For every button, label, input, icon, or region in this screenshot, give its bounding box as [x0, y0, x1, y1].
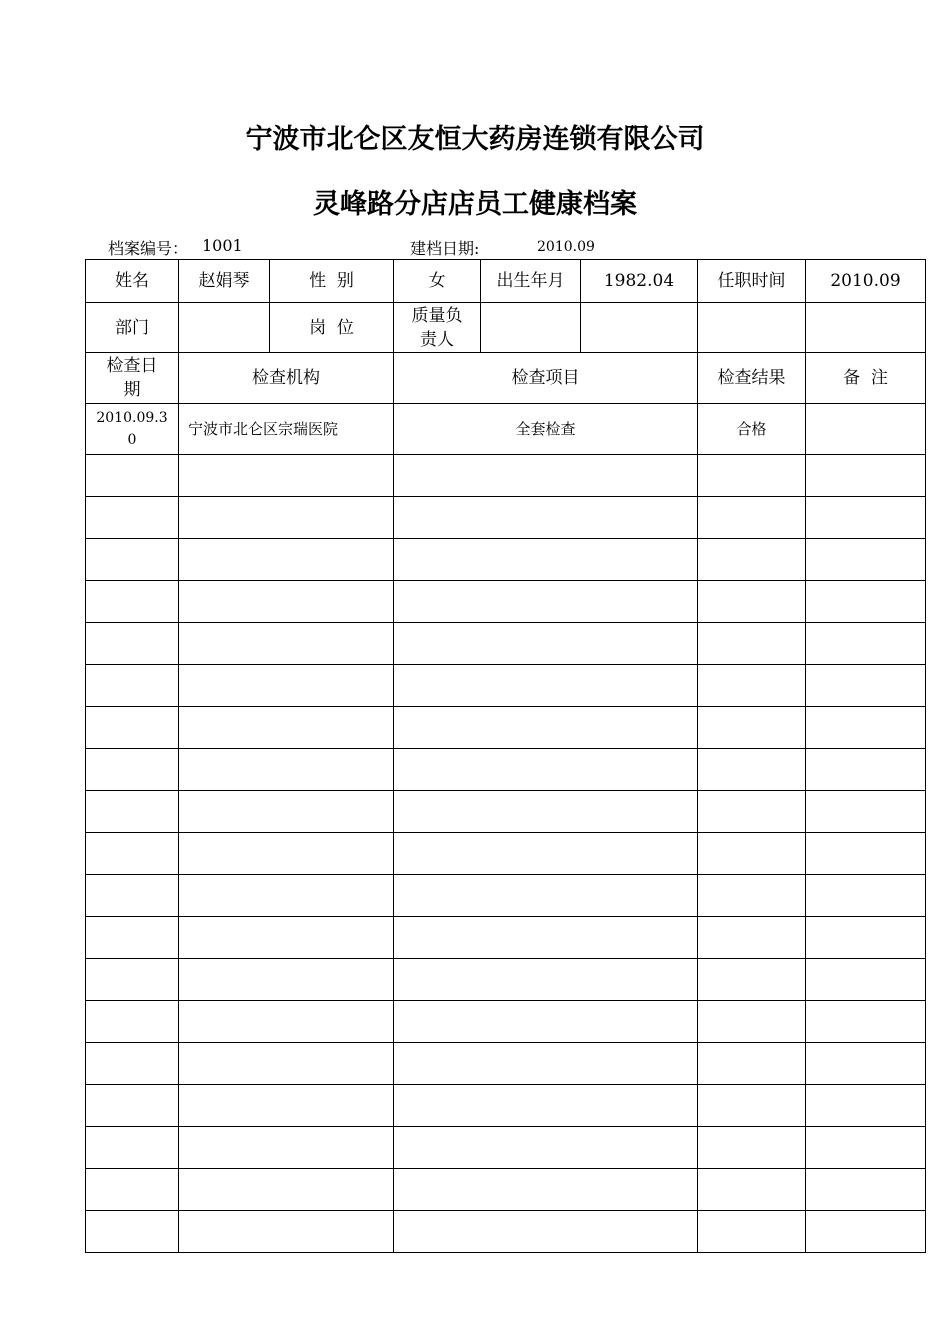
empty-cell: [698, 749, 806, 791]
empty-cell: [394, 455, 698, 497]
hire-value: 2010.09: [806, 260, 926, 303]
empty-cell: [806, 539, 926, 581]
empty-cell: [179, 497, 394, 539]
empty-cell: [698, 707, 806, 749]
post-label: 岗 位: [270, 303, 394, 353]
empty-cell: [86, 1085, 179, 1127]
empty-cell: [806, 1001, 926, 1043]
empty-cell: [394, 917, 698, 959]
empty-cell: [86, 1127, 179, 1169]
birth-value: 1982.04: [581, 260, 698, 303]
empty-cell: [698, 303, 806, 353]
empty-cell: [86, 749, 179, 791]
health-record-table: [85, 259, 926, 1253]
exam-date-header: [86, 353, 179, 404]
name-value: 赵娟琴: [179, 260, 270, 303]
empty-cell: [394, 623, 698, 665]
record-result: 合格: [698, 404, 806, 455]
info-row-1: [86, 260, 926, 303]
empty-cell: [179, 623, 394, 665]
empty-cell: [179, 581, 394, 623]
empty-cell: [394, 959, 698, 1001]
empty-row: [86, 959, 926, 1001]
empty-cell: [86, 581, 179, 623]
empty-cell: [86, 455, 179, 497]
birth-label: 出生年月: [481, 260, 581, 303]
empty-row: [86, 1085, 926, 1127]
exam-items-header: 检查项目: [394, 353, 698, 404]
empty-cell: [806, 917, 926, 959]
file-date-label: 建档日期:: [410, 239, 480, 258]
empty-cell: [86, 833, 179, 875]
info-row-2: [86, 303, 926, 353]
empty-cell: [806, 623, 926, 665]
file-no-value: 1001: [202, 236, 243, 255]
empty-cell: [806, 665, 926, 707]
empty-row: [86, 497, 926, 539]
empty-cell: [806, 749, 926, 791]
empty-cell: [86, 1169, 179, 1211]
empty-cell: [806, 791, 926, 833]
name-label: 姓名: [86, 260, 179, 303]
empty-cell: [698, 1169, 806, 1211]
quality-owner-label: [394, 303, 481, 353]
record-remark: [806, 404, 926, 455]
empty-cell: [86, 707, 179, 749]
empty-cell: [806, 959, 926, 1001]
empty-cell: [86, 1211, 179, 1253]
exam-remark-header: 备 注: [806, 353, 926, 404]
empty-cell: [86, 875, 179, 917]
empty-cell: [86, 959, 179, 1001]
empty-cell: [698, 665, 806, 707]
empty-cell: [86, 917, 179, 959]
empty-cell: [698, 581, 806, 623]
exam-record-row: [86, 404, 926, 455]
empty-cell: [179, 1127, 394, 1169]
dept-value: [179, 303, 270, 353]
dept-label: 部门: [86, 303, 179, 353]
empty-row: [86, 1127, 926, 1169]
empty-cell: [394, 707, 698, 749]
empty-rows: [86, 455, 926, 1253]
record-date: [86, 404, 179, 455]
empty-cell: [394, 791, 698, 833]
empty-cell: [179, 1211, 394, 1253]
empty-cell: [806, 1043, 926, 1085]
empty-row: [86, 539, 926, 581]
empty-cell: [806, 833, 926, 875]
empty-cell: [179, 539, 394, 581]
empty-cell: [394, 497, 698, 539]
empty-row: [86, 917, 926, 959]
empty-cell: [86, 791, 179, 833]
empty-cell: [698, 875, 806, 917]
empty-cell: [179, 665, 394, 707]
empty-cell: [86, 539, 179, 581]
gender-label: 性 别: [270, 260, 394, 303]
empty-cell: [806, 581, 926, 623]
empty-cell: [698, 497, 806, 539]
empty-row: [86, 623, 926, 665]
empty-row: [86, 875, 926, 917]
file-date-value: 2010.09: [537, 239, 595, 255]
empty-cell: [394, 1001, 698, 1043]
empty-cell: [698, 1043, 806, 1085]
empty-cell: [179, 1001, 394, 1043]
empty-cell: [179, 707, 394, 749]
empty-cell: [806, 1211, 926, 1253]
empty-cell: [394, 875, 698, 917]
record-items: 全套检查: [394, 404, 698, 455]
empty-cell: [394, 1043, 698, 1085]
empty-cell: [179, 455, 394, 497]
exam-result-header: 检查结果: [698, 353, 806, 404]
empty-cell: [86, 1001, 179, 1043]
empty-cell: [179, 749, 394, 791]
file-no-label: 档案编号：: [108, 239, 189, 258]
empty-cell: [179, 959, 394, 1001]
record-org: 宁波市北仑区宗瑞医院: [179, 404, 394, 455]
empty-cell: [394, 1211, 698, 1253]
empty-cell: [806, 455, 926, 497]
exam-header-row: [86, 353, 926, 404]
quality-owner-label-line-1: 质量负: [411, 305, 463, 326]
empty-cell: [698, 917, 806, 959]
empty-cell: [86, 623, 179, 665]
empty-cell: [179, 1043, 394, 1085]
empty-row: [86, 581, 926, 623]
empty-cell: [394, 1085, 698, 1127]
empty-row: [86, 1169, 926, 1211]
empty-row: [86, 749, 926, 791]
empty-cell: [806, 1127, 926, 1169]
empty-cell: [698, 1127, 806, 1169]
company-title: 宁波市北仑区友恒大药房连锁有限公司: [245, 124, 705, 155]
empty-cell: [806, 1169, 926, 1211]
empty-cell: [86, 1043, 179, 1085]
exam-date-header-line-2: 期: [123, 380, 141, 400]
empty-cell: [806, 707, 926, 749]
empty-cell: [806, 1085, 926, 1127]
empty-cell: [394, 665, 698, 707]
empty-cell: [179, 917, 394, 959]
quality-owner-value: [481, 303, 581, 353]
empty-cell: [698, 1001, 806, 1043]
empty-cell: [394, 581, 698, 623]
empty-cell: [698, 833, 806, 875]
empty-cell: [806, 875, 926, 917]
empty-cell: [179, 875, 394, 917]
empty-cell: [394, 1127, 698, 1169]
empty-row: [86, 455, 926, 497]
empty-cell: [698, 539, 806, 581]
empty-cell: [394, 1169, 698, 1211]
hire-label: 任职时间: [698, 260, 806, 303]
empty-row: [86, 665, 926, 707]
record-date-line-1: 2010.09.3: [96, 410, 168, 426]
empty-cell: [179, 833, 394, 875]
empty-cell: [86, 497, 179, 539]
empty-cell: [394, 749, 698, 791]
gender-value: 女: [394, 260, 481, 303]
empty-row: [86, 707, 926, 749]
empty-row: [86, 1211, 926, 1253]
empty-cell: [179, 791, 394, 833]
empty-cell: [179, 1085, 394, 1127]
empty-cell: [394, 539, 698, 581]
empty-cell: [698, 623, 806, 665]
empty-cell: [698, 1085, 806, 1127]
document-title: 灵峰路分店店员工健康档案: [313, 189, 637, 220]
empty-row: [86, 1001, 926, 1043]
empty-row: [86, 791, 926, 833]
empty-row: [86, 1043, 926, 1085]
empty-cell: [698, 455, 806, 497]
empty-cell: [806, 303, 926, 353]
exam-date-header-line-1: 检查日: [106, 356, 158, 376]
empty-cell: [806, 497, 926, 539]
empty-cell: [179, 1169, 394, 1211]
exam-org-header: 检查机构: [179, 353, 394, 404]
empty-cell: [698, 791, 806, 833]
empty-cell: [581, 303, 698, 353]
empty-cell: [394, 833, 698, 875]
empty-cell: [698, 959, 806, 1001]
empty-cell: [698, 1211, 806, 1253]
empty-row: [86, 833, 926, 875]
empty-cell: [86, 665, 179, 707]
quality-owner-label-line-2: 责人: [420, 329, 454, 350]
record-date-line-2: 0: [127, 432, 137, 448]
